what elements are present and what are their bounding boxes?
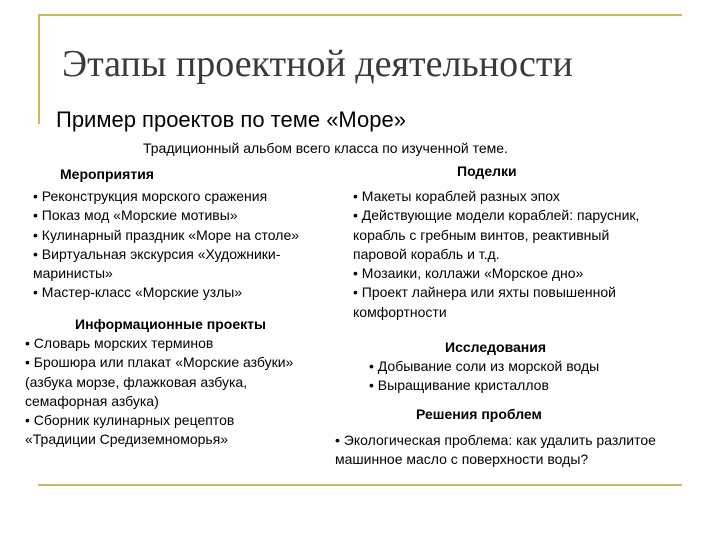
list-item: • Мозаики, коллажи «Морское дно» [353, 265, 584, 282]
list-item: • Действующие модели кораблей: парусник, [353, 207, 640, 224]
list-item: • Кулинарный праздник «Море на столе» [33, 226, 300, 243]
research-heading: Исследования [445, 339, 547, 355]
frame-bottom-line [38, 484, 682, 486]
problems-list [335, 431, 656, 470]
list-item: • Брошюра или плакат «Морские азбуки» [25, 354, 294, 371]
research-list [369, 357, 599, 396]
list-item: • Добывание соли из морской воды [369, 358, 600, 374]
slide-subtitle: Пример проектов по теме «Море» [56, 107, 406, 132]
list-item: (азбука морзе, флажковая азбука, [25, 373, 248, 390]
album-note: Традиционный альбом всего класса по изученной теме. [143, 140, 508, 156]
problems-heading: Решения проблем [416, 406, 542, 422]
list-item: корабль с гребным винтов, реактивный [353, 226, 610, 243]
list-item: • Сборник кулинарных рецептов [25, 412, 235, 429]
list-item: комфортности [353, 303, 447, 320]
list-item: • Экологическая проблема: как удалить разлитое [335, 432, 656, 448]
list-item: • Показ мод «Морские мотивы» [33, 207, 238, 224]
list-item: • Словарь морских терминов [25, 335, 214, 351]
list-item: машинное масло с поверхности воды? [335, 451, 589, 468]
list-item: • Реконструкция морского сражения [33, 188, 268, 204]
list-item: • Макеты кораблей разных эпох [353, 188, 560, 204]
list-item: маринисты» [33, 265, 113, 282]
info-list [25, 334, 293, 450]
crafts-list [353, 187, 639, 322]
info-heading: Информационные проекты [75, 316, 266, 332]
list-item: • Проект лайнера или яхты повышенной [353, 284, 616, 301]
list-item: • Мастер-класс «Морские узлы» [33, 284, 243, 301]
slide-title: Этапы проектной деятельности [62, 43, 573, 85]
crafts-heading: Поделки [457, 163, 517, 179]
list-item: семафорная азбука) [25, 392, 159, 409]
list-item: паровой корабль и т.д. [353, 245, 500, 262]
list-item: «Традиции Средиземноморья» [25, 431, 229, 448]
list-item: • Выращивание кристаллов [369, 377, 549, 394]
list-item: • Виртуальная экскурсия «Художники- [33, 245, 281, 262]
events-list [33, 187, 299, 303]
frame-vertical-line [38, 14, 40, 124]
frame-top-line [38, 14, 682, 16]
events-heading: Мероприятия [60, 166, 154, 182]
